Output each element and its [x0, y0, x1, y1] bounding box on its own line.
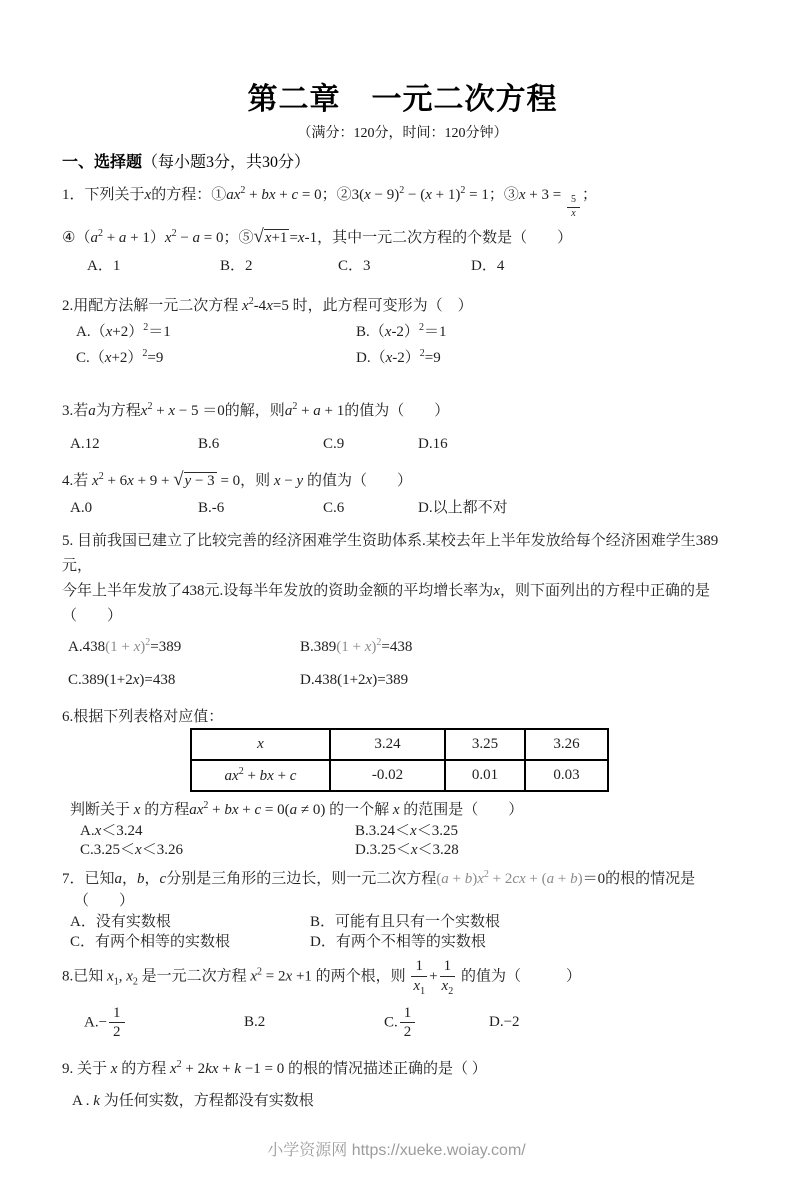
q7-option-b: B．可能有且只有一个实数根 — [310, 914, 501, 930]
q6-option-c: C.3.25＜x＜3.26 — [80, 842, 183, 858]
q3-option-a: A.12 — [70, 436, 100, 452]
question-4 — [62, 463, 743, 519]
q4-option-d: D.以上都不对 — [418, 500, 508, 516]
table-cell-x-3: 3.26 — [525, 729, 608, 760]
table-cell-expr-2: 0.01 — [445, 760, 525, 791]
question-5 — [62, 529, 743, 692]
q5-option-c: C.389(1+2x)=438 — [68, 672, 176, 688]
table-row-expr — [191, 760, 608, 791]
q6-option-b: B.3.24＜x＜3.25 — [355, 823, 458, 839]
table-cell-expr-3: 0.03 — [525, 760, 608, 791]
q6-option-a: A.x＜3.24 — [80, 823, 143, 839]
q1-option-d: D．4 — [471, 257, 505, 274]
q5-stem-line-3: （ ） — [62, 608, 123, 624]
q6-options-row-2 — [80, 841, 743, 860]
q8-option-a: A.− $\frac{1}{2}$ — [84, 1005, 244, 1041]
q7-options-row-1 — [70, 912, 743, 932]
content — [0, 74, 793, 1113]
section-header — [62, 149, 743, 172]
q2-option-c: $C.(x+2)^2=9$ — [76, 348, 164, 366]
q4-stem: 4.若 $x^2 + 6x + 9 + √y - 3 = 0$，则 x − y 的值为（ ） — [62, 469, 412, 490]
exam-title: 第二章 一元二次方程 — [247, 83, 558, 116]
q6-head: 6.根据下列表格对应值： — [62, 709, 224, 725]
q6-judgment: 判断关于 x 的方程$ax^2$ + bx + c = 0(a ≠ 0) 的一个解 x 的范围是（ ） — [70, 800, 524, 818]
table-cell-x-1: 3.24 — [330, 729, 445, 760]
question-6 — [62, 706, 743, 860]
q1-stem-line-2: $④(a^2 + a + 1)x^2 - a = 0$；⑤√x+1 =x-1，其中一元二次方程的个数是（ ） — [62, 226, 573, 247]
table-row-x — [191, 729, 608, 760]
q9-option-a: A . k 为任何实数，方程都没有实数根 — [72, 1092, 314, 1109]
q6-option-d: D.3.25＜x＜3.28 — [355, 842, 459, 858]
q6-options-row-1 — [80, 822, 743, 841]
q1-option-b: B．2 — [220, 257, 253, 274]
question-9 — [62, 1053, 743, 1113]
q8-stem: 8.已知 $x_1$, $x_2$ 是一元二次方程 $x^2 = 2x +1$ 的两个根，则 $\frac{1}{x_1}$ + $\frac{1}{x_2}$ 的值为（ ） — [62, 958, 581, 997]
q5-options-row-1 — [68, 631, 743, 659]
q9-stem: 9. 关于 x 的方程 $x^2 + 2kx + k -1 = 0$ 的根的情况描述正确的是（ ） — [62, 1058, 487, 1077]
table-cell-expr-label: $ax^2$ + bx + c — [191, 760, 330, 791]
question-2 — [62, 291, 743, 369]
exam-meta: （满分：120分，时间：120分钟） — [297, 126, 508, 141]
q3-option-b: B.6 — [198, 436, 220, 452]
section-note: （每小题3分，共30分） — [142, 154, 311, 171]
q3-option-c: C.9 — [323, 436, 345, 452]
q7-option-c: C．有两个相等的实数根 — [70, 934, 231, 950]
q7-stem-line-2: （ ） — [74, 893, 135, 909]
q5-stem-line-1: 5. 目前我国已建立了比较完善的经济困难学生资助体系.某校去年上半年发放给每个经济困难学生389元， — [62, 533, 719, 574]
q2-stem: 2.用配方法解一元二次方程 $x^2-4x=5$ 时，此方程可变形为（ ） — [62, 296, 473, 314]
q5-option-b: $B.389(1 + x)^2=438$ — [300, 637, 413, 655]
q8-option-d: D.−2 — [489, 1014, 520, 1030]
q8-options — [84, 1001, 743, 1045]
q2-option-a: $A.(x+2)^2=1$ — [76, 322, 171, 340]
q1-stem-line-1: 1．下列关于x的方程：$①ax^2$ + bx + c = 0；②3(x − $9)^2 - (x + 1)^2 = 1$；③x + 3 = $\frac{5}{x}$ ； — [62, 185, 597, 219]
q5-stem-line-2: 今年上半年发放了438元.设每半年发放的资助金额的平均增长率为x，则下面列出的方程中正确的是 — [62, 583, 710, 599]
table-cell-expr-1: -0.02 — [330, 760, 445, 791]
question-7 — [62, 864, 743, 952]
q3-option-d: D.16 — [418, 436, 448, 452]
footer-watermark: 小学资源网 https://xueke.woiay.com/ — [267, 1142, 526, 1159]
q8-option-b: B.2 — [244, 1014, 266, 1030]
table-cell-x-2: 3.25 — [445, 729, 525, 760]
q7-option-d: D．有两个不相等的实数根 — [310, 934, 486, 950]
question-8 — [62, 958, 743, 1045]
q7-stem-line-1: 7．已知a，b，c分别是三角形的三边长，则一元二次方程$(a + b)x^2 + 2cx + (a + b)=0$的根的情况是 — [62, 869, 696, 887]
q5-option-a: $A.438(1 + x)^2=389$ — [68, 637, 182, 655]
q7-options-row-2 — [70, 932, 743, 952]
question-1 — [62, 178, 743, 275]
table-cell-x-label: x — [191, 729, 330, 760]
q4-option-b: B.-6 — [198, 500, 225, 516]
q7-option-a: A．没有实数根 — [70, 914, 171, 930]
q1-option-a: A．1 — [87, 257, 121, 274]
q1-options — [87, 253, 743, 275]
page — [0, 74, 793, 1196]
q4-option-c: C.6 — [323, 500, 345, 516]
section-title: 一、选择题 — [62, 154, 143, 171]
q8-option-c: C. $\frac{1}{2}$ — [384, 1005, 489, 1041]
q2-options-row-2 — [76, 343, 743, 369]
q3-stem: 3.若a为方程$x^2 + x - 5 =0$的解，则$a^2 + a + 1$的值为（ ） — [62, 401, 450, 419]
q1-option-c: C．3 — [338, 257, 371, 274]
q2-option-d: $D.(x-2)^2=9$ — [356, 348, 441, 366]
q5-options-row-2 — [68, 668, 743, 692]
values-table — [190, 728, 609, 792]
q2-option-b: $B.(x-2)^2=1$ — [356, 322, 447, 340]
q4-option-a: A.0 — [70, 500, 93, 516]
q4-options — [70, 497, 743, 519]
q5-option-d: D.438(1+2x)=389 — [300, 672, 409, 688]
q2-options-row-1 — [76, 317, 743, 343]
q3-options — [70, 433, 743, 455]
question-3 — [62, 395, 743, 455]
